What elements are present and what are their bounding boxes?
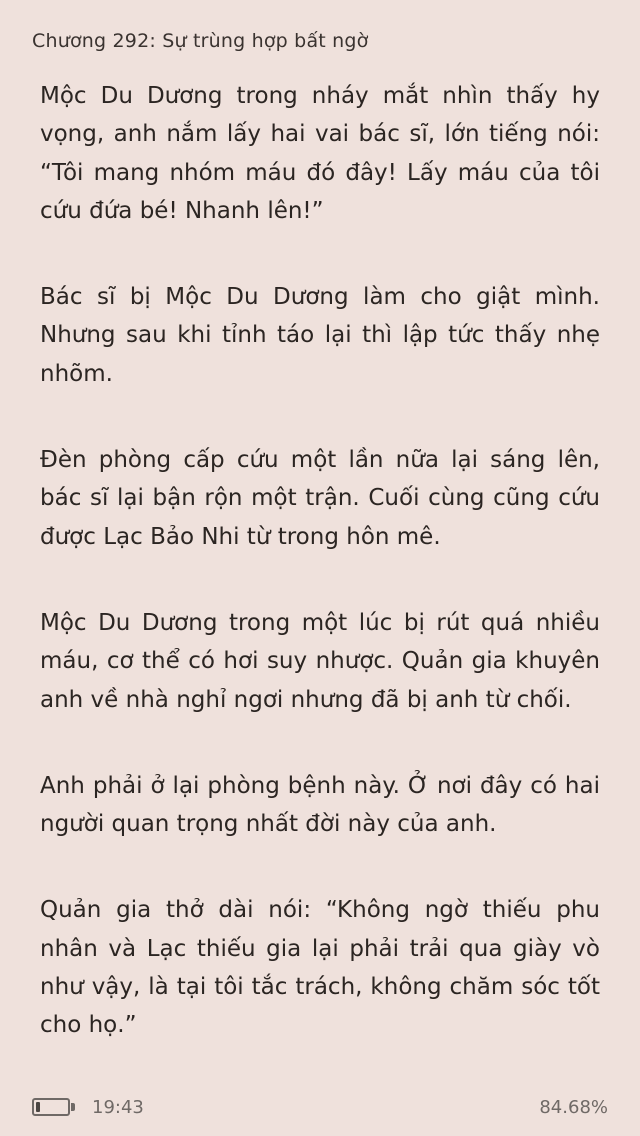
- battery-tip-icon: [71, 1103, 75, 1111]
- clock-time: 19:43: [92, 1097, 144, 1118]
- battery-level-fill: [36, 1102, 40, 1112]
- paragraph-2: Bác sĩ bị Mộc Du Dương làm cho giật mình. Nhưng sau khi tỉnh táo lại thì lập tức thấy nhẹ nhõm.: [40, 284, 600, 387]
- reader-status-bar: [0, 1094, 640, 1122]
- chapter-title: Chương 292: Sự trùng hợp bất ngờ: [32, 30, 369, 52]
- reading-progress: 84.68%: [539, 1097, 608, 1118]
- reading-content: [40, 77, 600, 1093]
- battery-icon: [32, 1098, 70, 1116]
- paragraph-1: Mộc Du Dương trong nháy mắt nhìn thấy hy vọng, anh nắm lấy hai vai bác sĩ, lớn tiếng nói: “Tôi mang nhóm máu đó đây! Lấy máu của tôi cứu đứa bé! Nhanh lên!”: [40, 83, 600, 224]
- paragraph-5: Anh phải ở lại phòng bệnh này. Ở nơi đây có hai người quan trọng nhất đời này của anh.: [40, 772, 600, 838]
- paragraph-6: Quản gia thở dài nói: “Không ngờ thiếu phu nhân và Lạc thiếu gia lại phải trải qua giày vò như vậy, là tại tôi tắc trách, không chăm sóc tốt cho họ.”: [40, 897, 600, 1039]
- paragraph-3: Đèn phòng cấp cứu một lần nữa lại sáng lên, bác sĩ lại bận rộn một trận. Cuối cùng cũng cứu được Lạc Bảo Nhi từ trong hôn mê.: [40, 447, 600, 550]
- paragraph-4: Mộc Du Dương trong một lúc bị rút quá nhiều máu, cơ thể có hơi suy nhược. Quản gia khuyên anh về nhà nghỉ ngơi nhưng đã bị anh từ chối.: [40, 609, 600, 713]
